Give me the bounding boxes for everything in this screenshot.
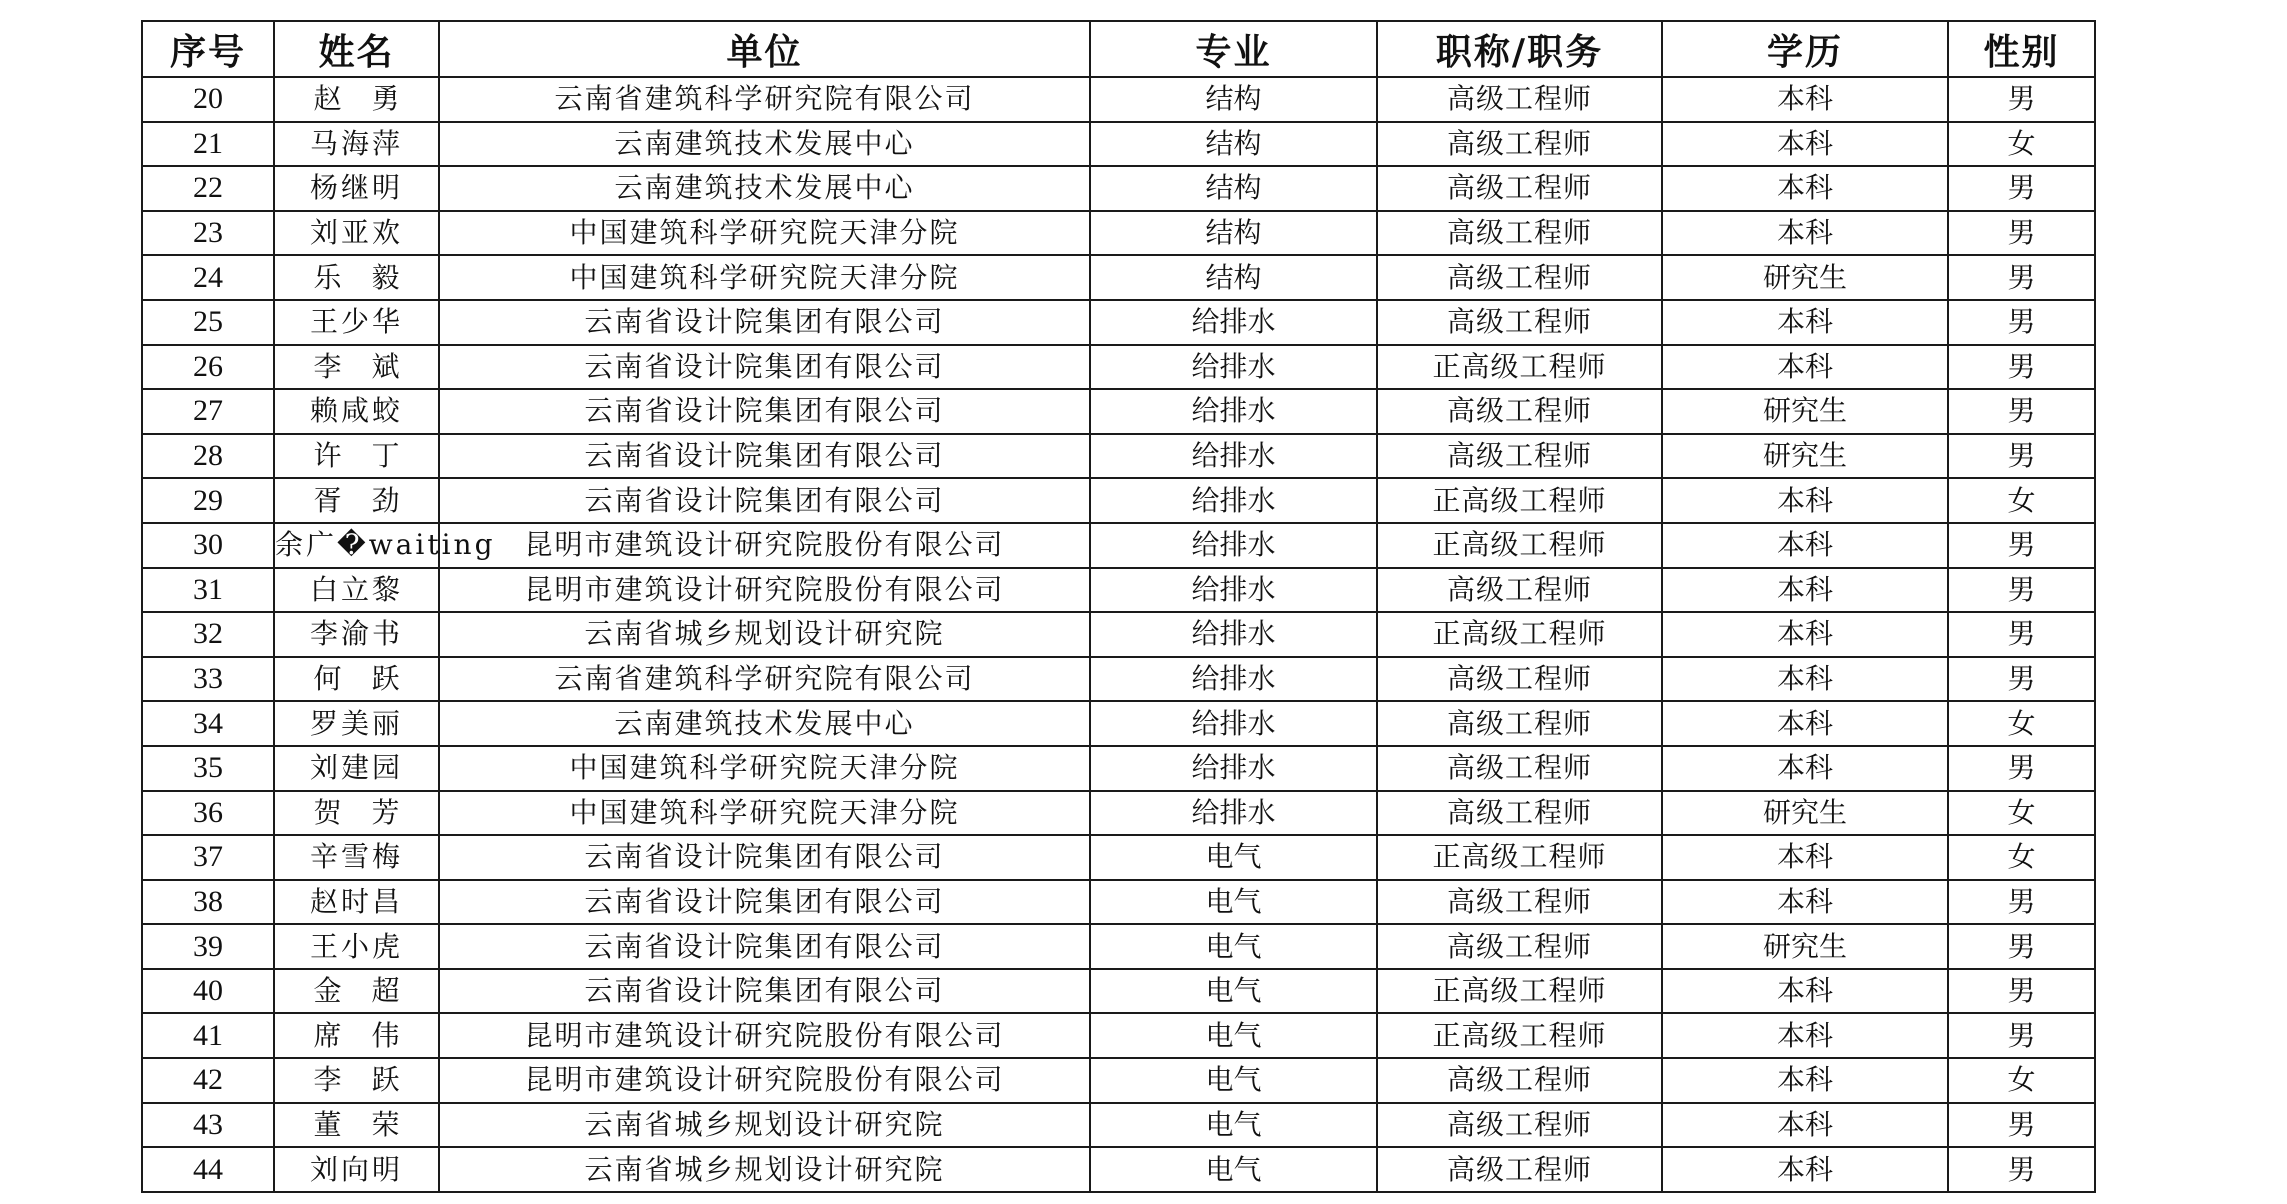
- cell-name: 赖咸蛟: [274, 389, 439, 434]
- cell-no: 30: [142, 523, 274, 568]
- cell-no: 37: [142, 835, 274, 880]
- cell-no: 26: [142, 345, 274, 390]
- cell-name: 赵勇: [274, 77, 439, 122]
- table-row: [142, 835, 2095, 880]
- cell-gender: 女: [1948, 1058, 2095, 1103]
- table-row: [142, 255, 2095, 300]
- cell-gender: 女: [1948, 478, 2095, 523]
- cell-name: 贺芳: [274, 791, 439, 836]
- cell-no: 24: [142, 255, 274, 300]
- table-header: [142, 21, 2095, 77]
- cell-major: 电气: [1090, 1058, 1377, 1103]
- table-row: [142, 880, 2095, 925]
- cell-unit: 昆明市建筑设计研究院股份有限公司: [439, 1013, 1090, 1058]
- cell-name: 乐毅: [274, 255, 439, 300]
- cell-education: 本科: [1662, 612, 1948, 657]
- cell-education: 本科: [1662, 300, 1948, 345]
- cell-major: 给排水: [1090, 746, 1377, 791]
- cell-gender: 女: [1948, 122, 2095, 167]
- cell-education: 本科: [1662, 1058, 1948, 1103]
- cell-title: 正高级工程师: [1377, 612, 1662, 657]
- cell-name: 刘向明: [274, 1147, 439, 1192]
- cell-unit: 昆明市建筑设计研究院股份有限公司: [439, 1058, 1090, 1103]
- cell-unit: 云南省设计院集团有限公司: [439, 835, 1090, 880]
- cell-title: 正高级工程师: [1377, 523, 1662, 568]
- cell-no: 43: [142, 1103, 274, 1148]
- cell-major: 结构: [1090, 77, 1377, 122]
- cell-title: 高级工程师: [1377, 389, 1662, 434]
- cell-name: 胥劲: [274, 478, 439, 523]
- header-name: 姓名: [274, 21, 439, 77]
- table-row: [142, 657, 2095, 702]
- cell-unit: 云南建筑技术发展中心: [439, 701, 1090, 746]
- cell-no: 32: [142, 612, 274, 657]
- table-body: [142, 77, 2095, 1192]
- cell-major: 给排水: [1090, 434, 1377, 479]
- cell-unit: 昆明市建筑设计研究院股份有限公司: [439, 568, 1090, 613]
- cell-unit: 昆明市建筑设计研究院股份有限公司: [439, 523, 1090, 568]
- cell-education: 本科: [1662, 880, 1948, 925]
- cell-gender: 男: [1948, 657, 2095, 702]
- header-row: [142, 21, 2095, 77]
- cell-major: 电气: [1090, 924, 1377, 969]
- cell-education: 本科: [1662, 657, 1948, 702]
- cell-name: 金超: [274, 969, 439, 1014]
- cell-name: 白立黎: [274, 568, 439, 613]
- cell-name: 刘亚欢: [274, 211, 439, 256]
- table-row: [142, 166, 2095, 211]
- cell-unit: 云南省建筑科学研究院有限公司: [439, 77, 1090, 122]
- cell-major: 给排水: [1090, 300, 1377, 345]
- cell-title: 高级工程师: [1377, 791, 1662, 836]
- table-row: [142, 77, 2095, 122]
- table-row: [142, 612, 2095, 657]
- cell-education: 本科: [1662, 746, 1948, 791]
- cell-unit: 云南省设计院集团有限公司: [439, 478, 1090, 523]
- cell-major: 给排水: [1090, 568, 1377, 613]
- cell-major: 给排水: [1090, 389, 1377, 434]
- cell-title: 正高级工程师: [1377, 835, 1662, 880]
- table-row: [142, 746, 2095, 791]
- cell-name: 辛雪梅: [274, 835, 439, 880]
- cell-gender: 男: [1948, 1013, 2095, 1058]
- cell-title: 高级工程师: [1377, 1103, 1662, 1148]
- table-row: [142, 969, 2095, 1014]
- cell-major: 给排水: [1090, 523, 1377, 568]
- cell-no: 22: [142, 166, 274, 211]
- header-major: 专业: [1090, 21, 1377, 77]
- header-education: 学历: [1662, 21, 1948, 77]
- cell-education: 本科: [1662, 1147, 1948, 1192]
- cell-education: 本科: [1662, 122, 1948, 167]
- cell-unit: 云南省建筑科学研究院有限公司: [439, 657, 1090, 702]
- cell-no: 29: [142, 478, 274, 523]
- cell-education: 本科: [1662, 211, 1948, 256]
- table-row: [142, 1013, 2095, 1058]
- table-row: [142, 1147, 2095, 1192]
- cell-major: 电气: [1090, 835, 1377, 880]
- cell-name: 马海萍: [274, 122, 439, 167]
- cell-title: 高级工程师: [1377, 300, 1662, 345]
- table-row: [142, 434, 2095, 479]
- cell-education: 本科: [1662, 77, 1948, 122]
- table-row: [142, 1058, 2095, 1103]
- cell-unit: 中国建筑科学研究院天津分院: [439, 791, 1090, 836]
- cell-education: 本科: [1662, 701, 1948, 746]
- table-row: [142, 924, 2095, 969]
- cell-title: 高级工程师: [1377, 701, 1662, 746]
- table-row: [142, 791, 2095, 836]
- cell-title: 高级工程师: [1377, 77, 1662, 122]
- cell-title: 正高级工程师: [1377, 969, 1662, 1014]
- cell-name: 刘建园: [274, 746, 439, 791]
- cell-major: 给排水: [1090, 612, 1377, 657]
- cell-title: 高级工程师: [1377, 434, 1662, 479]
- cell-no: 44: [142, 1147, 274, 1192]
- cell-no: 41: [142, 1013, 274, 1058]
- cell-gender: 女: [1948, 701, 2095, 746]
- cell-name: 杨继明: [274, 166, 439, 211]
- cell-name: 赵时昌: [274, 880, 439, 925]
- cell-major: 电气: [1090, 1013, 1377, 1058]
- cell-no: 31: [142, 568, 274, 613]
- cell-education: 研究生: [1662, 434, 1948, 479]
- cell-name: 李渝书: [274, 612, 439, 657]
- cell-major: 电气: [1090, 1147, 1377, 1192]
- header-gender: 性别: [1948, 21, 2095, 77]
- cell-title: 高级工程师: [1377, 166, 1662, 211]
- cell-education: 本科: [1662, 166, 1948, 211]
- cell-gender: 男: [1948, 389, 2095, 434]
- cell-gender: 男: [1948, 434, 2095, 479]
- cell-gender: 男: [1948, 924, 2095, 969]
- table-row: [142, 478, 2095, 523]
- cell-name: 王小虎: [274, 924, 439, 969]
- personnel-table: [141, 20, 2096, 1193]
- cell-name: 何跃: [274, 657, 439, 702]
- cell-education: 本科: [1662, 1013, 1948, 1058]
- cell-gender: 男: [1948, 880, 2095, 925]
- cell-major: 电气: [1090, 1103, 1377, 1148]
- cell-major: 电气: [1090, 880, 1377, 925]
- cell-unit: 中国建筑科学研究院天津分院: [439, 746, 1090, 791]
- cell-no: 25: [142, 300, 274, 345]
- cell-education: 本科: [1662, 835, 1948, 880]
- cell-gender: 男: [1948, 969, 2095, 1014]
- cell-education: 研究生: [1662, 791, 1948, 836]
- table-row: [142, 211, 2095, 256]
- cell-unit: 云南建筑技术发展中心: [439, 122, 1090, 167]
- cell-unit: 中国建筑科学研究院天津分院: [439, 255, 1090, 300]
- cell-name: 许丁: [274, 434, 439, 479]
- header-no: 序号: [142, 21, 274, 77]
- cell-title: 高级工程师: [1377, 924, 1662, 969]
- cell-title: 高级工程师: [1377, 255, 1662, 300]
- cell-no: 38: [142, 880, 274, 925]
- cell-no: 20: [142, 77, 274, 122]
- cell-name: 王少华: [274, 300, 439, 345]
- cell-name: 李斌: [274, 345, 439, 390]
- cell-major: 给排水: [1090, 657, 1377, 702]
- cell-name: 席伟: [274, 1013, 439, 1058]
- cell-gender: 男: [1948, 612, 2095, 657]
- cell-major: 结构: [1090, 255, 1377, 300]
- cell-education: 本科: [1662, 523, 1948, 568]
- cell-title: 高级工程师: [1377, 746, 1662, 791]
- cell-major: 给排水: [1090, 478, 1377, 523]
- cell-education: 本科: [1662, 1103, 1948, 1148]
- cell-no: 27: [142, 389, 274, 434]
- cell-gender: 女: [1948, 791, 2095, 836]
- cell-gender: 男: [1948, 255, 2095, 300]
- cell-gender: 男: [1948, 746, 2095, 791]
- cell-no: 33: [142, 657, 274, 702]
- cell-no: 35: [142, 746, 274, 791]
- cell-unit: 中国建筑科学研究院天津分院: [439, 211, 1090, 256]
- cell-name: 李跃: [274, 1058, 439, 1103]
- table-row: [142, 122, 2095, 167]
- cell-no: 40: [142, 969, 274, 1014]
- cell-no: 23: [142, 211, 274, 256]
- table-row: [142, 523, 2095, 568]
- cell-unit: 云南省城乡规划设计研究院: [439, 612, 1090, 657]
- cell-gender: 女: [1948, 835, 2095, 880]
- cell-unit: 云南省设计院集团有限公司: [439, 389, 1090, 434]
- cell-unit: 云南省设计院集团有限公司: [439, 434, 1090, 479]
- cell-no: 42: [142, 1058, 274, 1103]
- table-row: [142, 568, 2095, 613]
- cell-name: 余广�waiting: [274, 523, 439, 568]
- cell-title: 高级工程师: [1377, 657, 1662, 702]
- cell-education: 本科: [1662, 345, 1948, 390]
- cell-major: 结构: [1090, 166, 1377, 211]
- table-row: [142, 1103, 2095, 1148]
- cell-unit: 云南省设计院集团有限公司: [439, 300, 1090, 345]
- cell-education: 研究生: [1662, 389, 1948, 434]
- cell-major: 结构: [1090, 211, 1377, 256]
- cell-major: 结构: [1090, 122, 1377, 167]
- cell-gender: 男: [1948, 345, 2095, 390]
- cell-title: 高级工程师: [1377, 1058, 1662, 1103]
- cell-no: 21: [142, 122, 274, 167]
- cell-gender: 男: [1948, 77, 2095, 122]
- cell-unit: 云南省设计院集团有限公司: [439, 969, 1090, 1014]
- cell-education: 本科: [1662, 969, 1948, 1014]
- cell-no: 39: [142, 924, 274, 969]
- cell-no: 36: [142, 791, 274, 836]
- cell-unit: 云南省城乡规划设计研究院: [439, 1147, 1090, 1192]
- header-title: 职称/职务: [1377, 21, 1662, 77]
- cell-major: 给排水: [1090, 701, 1377, 746]
- cell-unit: 云南建筑技术发展中心: [439, 166, 1090, 211]
- cell-title: 正高级工程师: [1377, 478, 1662, 523]
- cell-gender: 男: [1948, 523, 2095, 568]
- cell-unit: 云南省城乡规划设计研究院: [439, 1103, 1090, 1148]
- cell-no: 28: [142, 434, 274, 479]
- cell-title: 高级工程师: [1377, 568, 1662, 613]
- cell-name: 罗美丽: [274, 701, 439, 746]
- cell-education: 研究生: [1662, 255, 1948, 300]
- cell-major: 给排水: [1090, 791, 1377, 836]
- table-row: [142, 345, 2095, 390]
- cell-gender: 男: [1948, 1147, 2095, 1192]
- cell-unit: 云南省设计院集团有限公司: [439, 924, 1090, 969]
- table-row: [142, 300, 2095, 345]
- cell-gender: 男: [1948, 1103, 2095, 1148]
- cell-gender: 男: [1948, 300, 2095, 345]
- cell-unit: 云南省设计院集团有限公司: [439, 345, 1090, 390]
- cell-gender: 男: [1948, 211, 2095, 256]
- cell-education: 研究生: [1662, 924, 1948, 969]
- cell-unit: 云南省设计院集团有限公司: [439, 880, 1090, 925]
- cell-education: 本科: [1662, 568, 1948, 613]
- table-row: [142, 701, 2095, 746]
- cell-gender: 男: [1948, 166, 2095, 211]
- cell-no: 34: [142, 701, 274, 746]
- cell-title: 高级工程师: [1377, 122, 1662, 167]
- cell-title: 高级工程师: [1377, 880, 1662, 925]
- cell-major: 给排水: [1090, 345, 1377, 390]
- cell-title: 高级工程师: [1377, 211, 1662, 256]
- header-unit: 单位: [439, 21, 1090, 77]
- cell-gender: 男: [1948, 568, 2095, 613]
- cell-title: 正高级工程师: [1377, 345, 1662, 390]
- cell-name: 董荣: [274, 1103, 439, 1148]
- cell-title: 高级工程师: [1377, 1147, 1662, 1192]
- cell-education: 本科: [1662, 478, 1948, 523]
- table-row: [142, 389, 2095, 434]
- cell-title: 正高级工程师: [1377, 1013, 1662, 1058]
- cell-major: 电气: [1090, 969, 1377, 1014]
